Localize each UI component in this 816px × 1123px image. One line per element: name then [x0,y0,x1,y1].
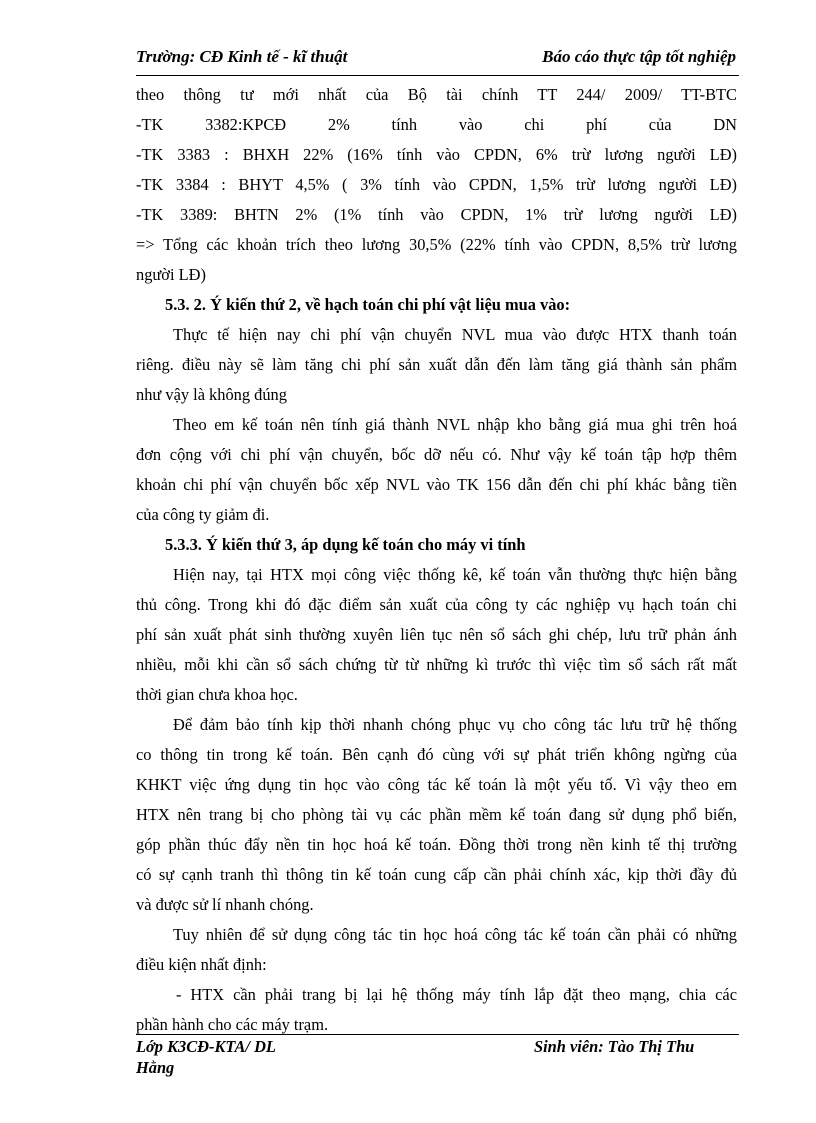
text-line: - HTX cần phải trang bị lại hệ thống máy tính lắp đặt theo mạng, chia các [176,985,737,1004]
text-line: khoản chi phí vận chuyển bốc xếp NVL vào TK 156 dẫn đến chi phí khác bằng tiền [136,475,737,494]
text-line: nhiều, mỗi khi cần sổ sách chứng từ từ những kì trước thì việc tìm sổ sách rất mất [136,655,737,674]
text-line: như vậy là không đúng [136,385,287,404]
text-line: có sự cạnh tranh thì thông tin kế toán cung cấp cần phải chính xác, kịp thời đầy đủ [136,865,737,884]
header-report-title: Báo cáo thực tập tốt nghiệp [542,47,736,66]
text-line: thủ công. Trong khi đó đặc điểm sản xuất của công ty các nghiệp vụ hạch toán chi [136,595,737,614]
text-line: co thông tin trong kế toán. Bên cạnh đó cùng với sự phát triển không ngừng của [136,745,737,764]
text-line: phí sản xuất phát sinh thường xuyên liên tục nên sổ sách ghi chép, lưu trữ phản ánh [136,625,737,644]
text-line: phần hành cho các máy trạm. [136,1015,329,1034]
text-line: theo thông tư mới nhất của Bộ tài chính TT 244/ 2009/ TT-BTC [136,85,737,104]
text-line: đơn cộng với chi phí vận chuyển, bốc dỡ nếu có. Như vậy kế toán tập hợp thêm [136,445,737,464]
footer-rule [136,1034,739,1035]
text-line: -TK 3384 : BHYT 4,5% ( 3% tính vào CPDN, 1,5% trừ lương người LĐ) [136,175,737,194]
text-line: Tuy nhiên để sử dụng công tác tin học hoá công tác kế toán cần phải có những [173,925,737,944]
text-line: của công ty giảm đi. [136,505,270,524]
text-line: và được sử lí nhanh chóng. [136,895,314,914]
text-line: Hiện nay, tại HTX mọi công việc thống kê, kế toán vẫn thường thực hiện bằng [173,565,737,584]
text-line: -TK 3382:KPCĐ 2% tính vào chi phí của DN [136,115,737,134]
footer-class: Lớp K3CĐ-KTA/ DL [136,1037,276,1056]
footer-student: Sinh viên: Tào Thị Thu [534,1037,695,1056]
text-line: -TK 3389: BHTN 2% (1% tính vào CPDN, 1% trừ lương người LĐ) [136,205,737,224]
text-line: KHKT việc ứng dụng tin học vào công tác kế toán là một yếu tố. Vì vậy theo em [136,775,737,794]
text-line: Theo em kế toán nên tính giá thành NVL nhập kho bằng giá mua ghi trên hoá [173,415,737,434]
text-line: Để đảm bảo tính kịp thời nhanh chóng phục vụ cho công tác lưu trữ hệ thống [173,715,737,734]
text-line: => Tổng các khoản trích theo lương 30,5% (22% tính vào CPDN, 8,5% trừ lương [136,235,737,254]
section-heading: 5.3. 2. Ý kiến thứ 2, về hạch toán chi phí vật liệu mua vào: [165,295,571,314]
header-school: Trường: CĐ Kinh tế - kĩ thuật [136,47,348,66]
text-line: góp phần thúc đẩy nền tin học hoá kế toán. Đồng thời trong nền kinh tế thị trường [136,835,737,854]
text-line: Thực tế hiện nay chi phí vận chuyển NVL mua vào được HTX thanh toán [173,325,737,344]
text-line: thời gian chưa khoa học. [136,685,298,704]
page-body [136,80,737,1040]
footer-student-name-cont: Hằng [136,1058,175,1077]
text-line: điều kiện nhất định: [136,955,267,974]
text-line: riêng. điều này sẽ làm tăng chi phí sản xuất dẫn đến làm tăng giá thành sản phẩm [136,355,737,374]
text-line: người LĐ) [136,265,206,284]
section-heading: 5.3.3. Ý kiến thứ 3, áp dụng kế toán cho máy vi tính [165,535,526,554]
header-rule [136,75,739,76]
text-line: HTX nên trang bị cho phòng tài vụ các phần mềm kế toán đang sử dụng phổ biến, [136,805,737,824]
text-line: -TK 3383 : BHXH 22% (16% tính vào CPDN, 6% trừ lương người LĐ) [136,145,737,164]
